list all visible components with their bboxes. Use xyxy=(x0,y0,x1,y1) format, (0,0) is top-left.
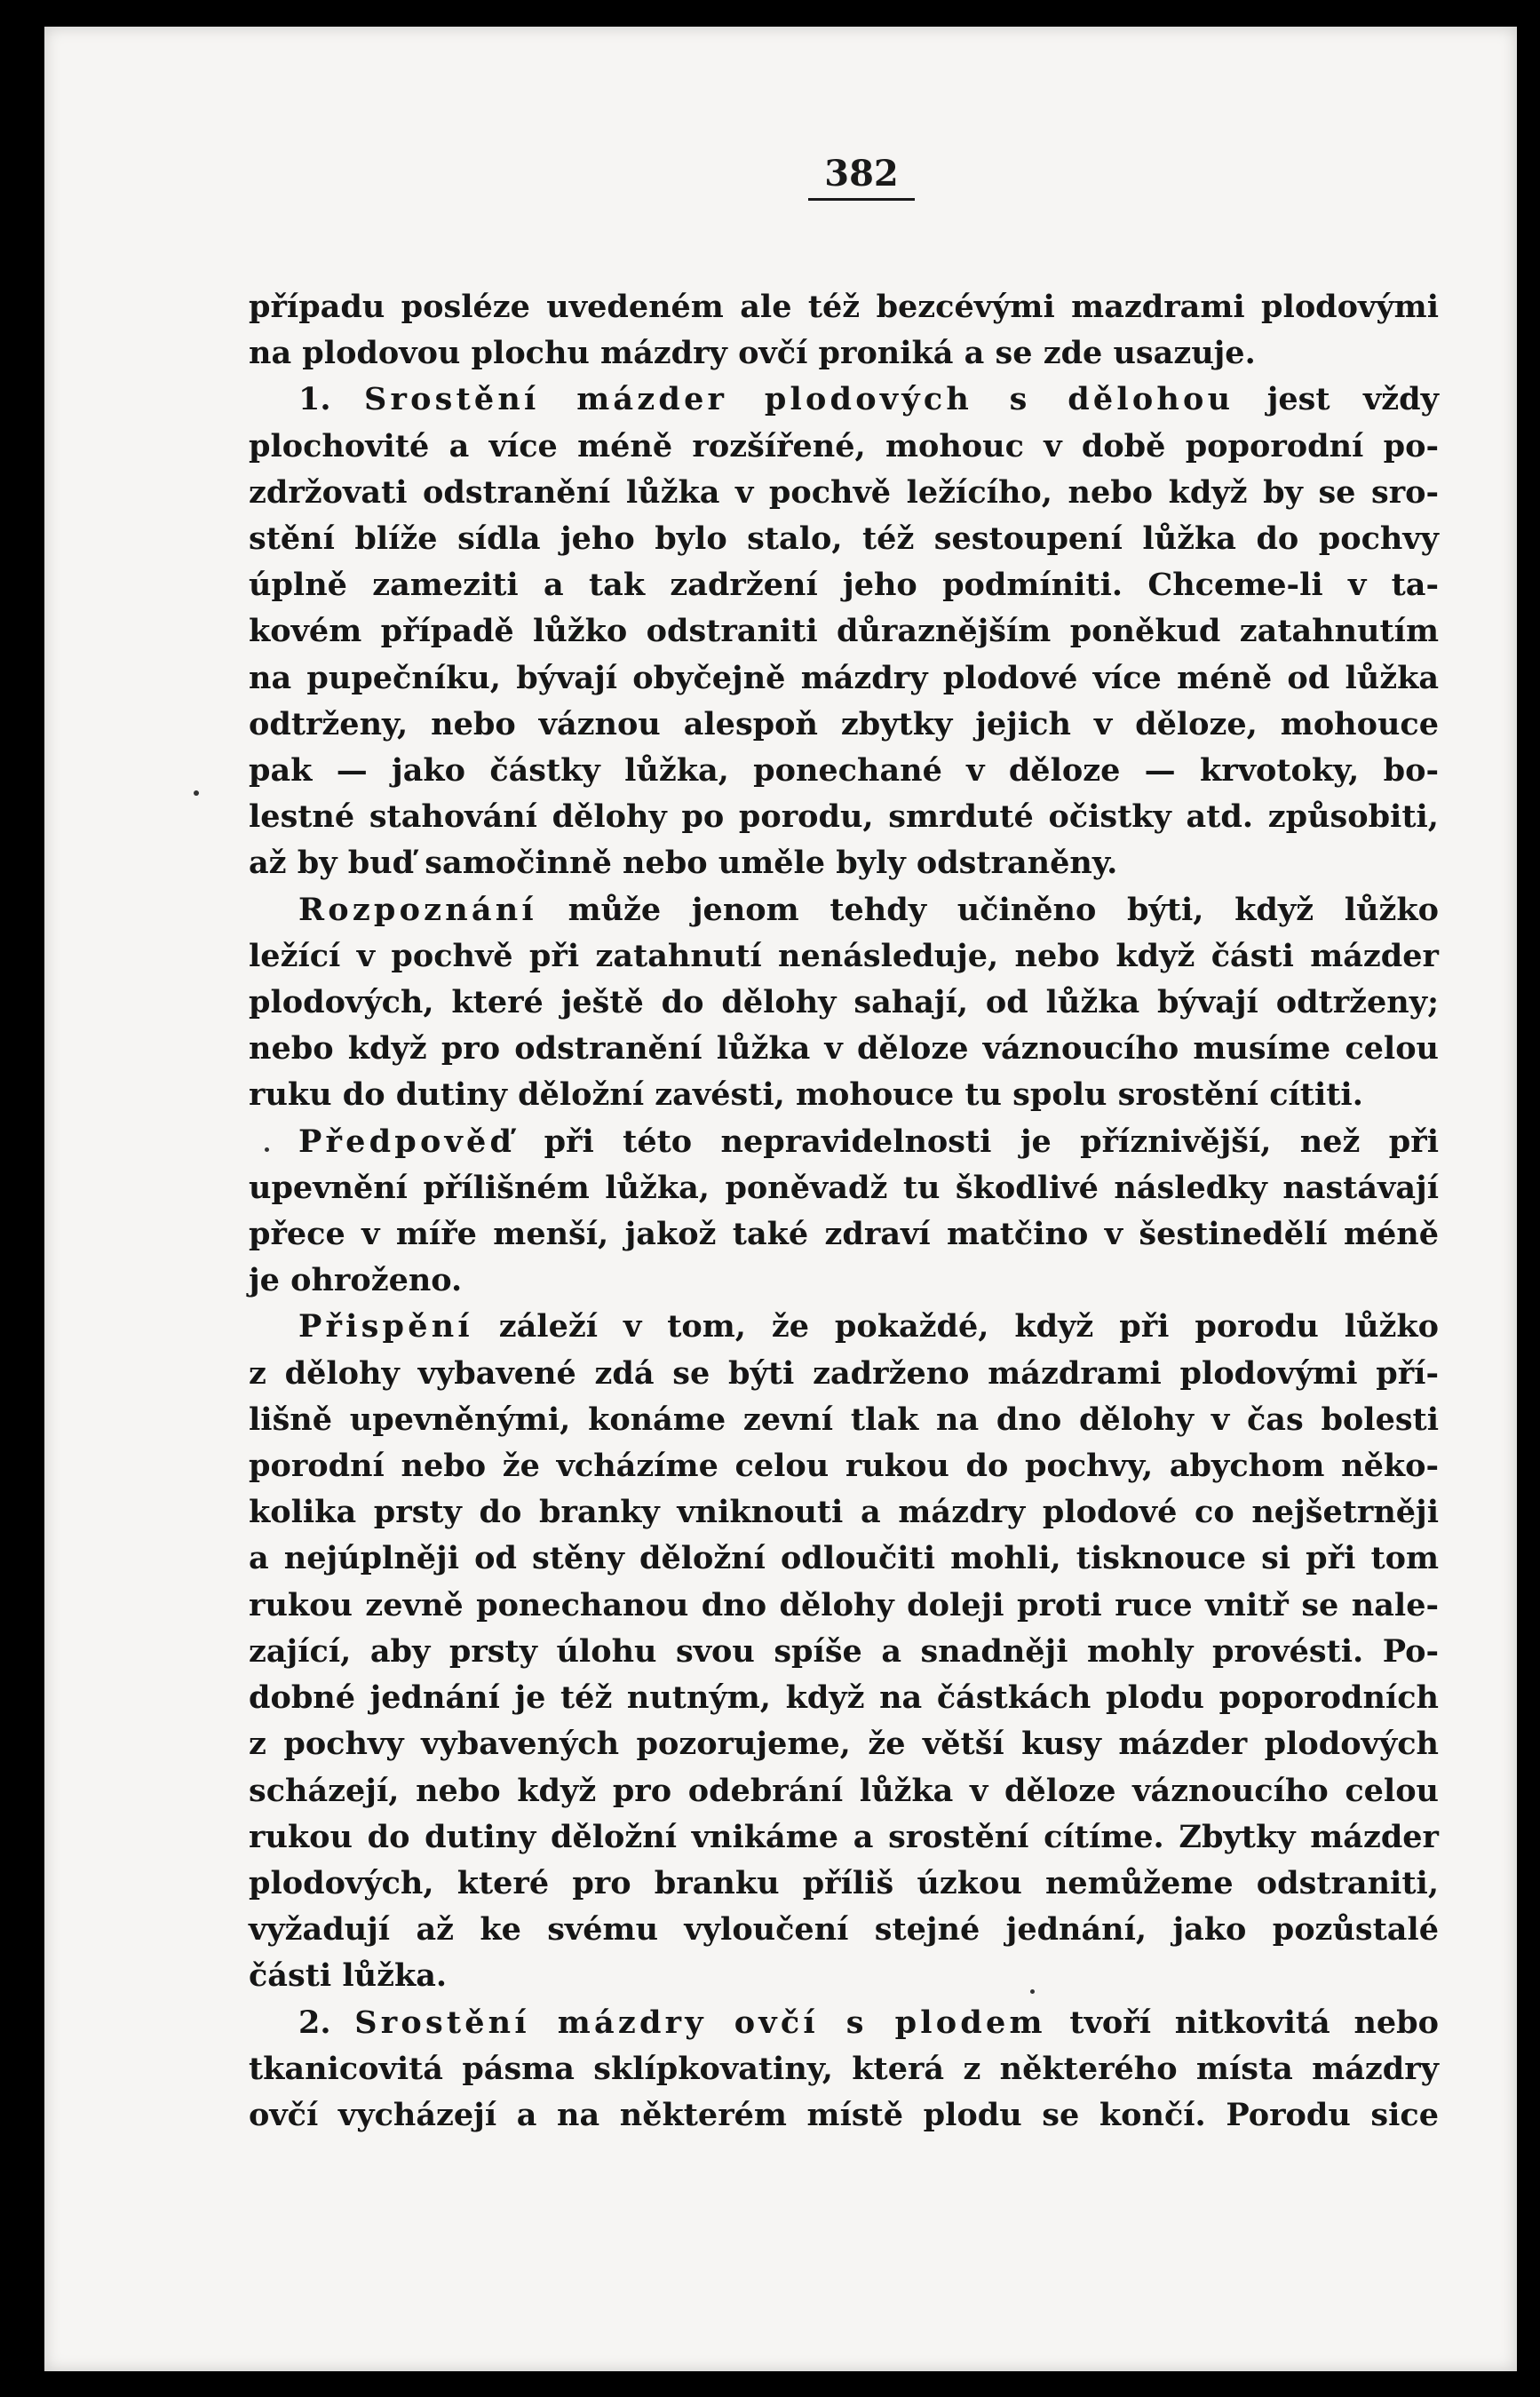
text-line xyxy=(249,1721,1439,1767)
text-line xyxy=(249,330,1439,377)
line-text: na plodovou plochu mázdry ovčí proniká a se zde usazuje. xyxy=(249,335,1256,372)
text-line xyxy=(249,1907,1439,1953)
text-line xyxy=(249,1443,1439,1489)
line-text: plodových, které ještě do dělohy sahají, od lůžka bývají odtrženy; xyxy=(249,984,1439,1021)
line-text: plodových, které pro branku příliš úzkou nemůžeme odstraniti, xyxy=(249,1864,1439,1901)
text-line xyxy=(249,1026,1439,1072)
text-line xyxy=(249,887,1439,933)
line-text: může jenom tehdy učiněno býti, když lůžko xyxy=(536,891,1439,928)
paper-speck xyxy=(265,1147,269,1152)
line-text: ovčí vycházejí a na některém místě plodu se končí. Porodu sice xyxy=(249,2096,1439,2133)
text-line xyxy=(249,933,1439,980)
line-text: zdržovati odstranění lůžka v pochvě ležícího, nebo když by se sro- xyxy=(249,473,1439,511)
text-line xyxy=(249,1814,1439,1861)
line-text: na pupečníku, bývají obyčejně mázdry plodové více méně od lůžka xyxy=(249,659,1439,696)
line-text: nebo když pro odstranění lůžka v děloze váznoucího musíme celou xyxy=(249,1030,1439,1068)
line-text: zající, aby prsty úlohu svou spíše a snadněji mohly provésti. Po- xyxy=(249,1632,1439,1670)
list-number: 2. xyxy=(298,2004,355,2041)
line-text: stění blíže sídla jeho bylo stalo, též sestoupení lůžka do pochvy xyxy=(249,520,1439,558)
text-line xyxy=(249,284,1439,330)
text-line xyxy=(249,1351,1439,1397)
text-line xyxy=(249,702,1439,748)
line-text: přece v míře menší, jakož také zdraví matčino v šestinedělí méně xyxy=(249,1216,1439,1253)
line-text: dobné jednání je též nutným, když na částkách plodu poporodních xyxy=(249,1679,1439,1717)
text-line xyxy=(249,1583,1439,1629)
text-line xyxy=(249,1536,1439,1582)
line-text: z dělohy vybavené zdá se býti zadrženo mázdrami plodovými pří- xyxy=(249,1354,1439,1392)
text-line xyxy=(249,377,1439,423)
document-page xyxy=(44,27,1517,2371)
line-text: ruku do dutiny děložní zavésti, mohouce tu spolu srostění cítiti. xyxy=(249,1076,1363,1114)
text-line xyxy=(249,1258,1439,1304)
line-text: až by buď samočinně nebo uměle byly odstraněny. xyxy=(249,845,1118,882)
line-text: rukou zevně ponechanou dno dělohy doleji proti ruce vnitř se nale- xyxy=(249,1586,1439,1623)
line-text: tkanicovitá pásma sklípkovatiny, která z některého místa mázdry xyxy=(249,2050,1439,2087)
line-text: lestné stahování dělohy po porodu, smrduté očistky atd. způsobiti, xyxy=(249,798,1439,836)
line-text: porodní nebo že vcházíme celou rukou do pochvy, abychom něko- xyxy=(249,1448,1439,1485)
line-text: případu posléze uvedeném ale též bezcévými mazdrami plodovými xyxy=(249,289,1439,325)
line-text: plochovité a více méně rozšířené, mohouc v době poporodní po- xyxy=(249,427,1439,464)
text-line xyxy=(249,424,1439,470)
spaced-heading: Rozpoznání xyxy=(298,891,537,928)
text-line xyxy=(249,562,1439,608)
line-text: ležící v pochvě při zatahnutí nenásleduje, nebo když části mázder xyxy=(249,937,1439,974)
text-line xyxy=(249,1861,1439,1907)
text-line xyxy=(249,980,1439,1026)
text-line xyxy=(249,840,1439,886)
line-text: pak — jako částky lůžka, ponechané v děloze — krvotoky, bo- xyxy=(249,752,1439,790)
text-line xyxy=(249,1629,1439,1675)
line-text: kovém případě lůžko odstraniti důraznějším poněkud zatahnutím xyxy=(249,613,1439,650)
text-line xyxy=(249,655,1439,702)
line-text: při této nepravidelnosti je příznivější, než při xyxy=(515,1123,1439,1160)
spaced-heading: Přispění xyxy=(298,1308,473,1345)
text-line xyxy=(249,1119,1439,1165)
text-line xyxy=(249,1489,1439,1536)
text-line xyxy=(249,794,1439,840)
text-line xyxy=(249,516,1439,562)
line-text: záleží v tom, že pokaždé, když při porodu lůžko xyxy=(472,1308,1439,1345)
text-line xyxy=(249,2046,1439,2092)
text-line xyxy=(249,1165,1439,1211)
line-text: a nejúplněji od stěny děložní odloučiti mohli, tisknouce si při tom xyxy=(249,1540,1439,1577)
line-text: jest vždy xyxy=(1234,381,1439,418)
line-text: části lůžka. xyxy=(249,1957,448,1995)
text-line xyxy=(249,748,1439,794)
text-line xyxy=(249,470,1439,516)
text-line xyxy=(249,1675,1439,1721)
line-text: scházejí, nebo když pro odebrání lůžka v děloze váznoucího celou xyxy=(249,1772,1439,1809)
body-text xyxy=(249,284,1439,2139)
line-text: vyžadují až ke svému vyloučení stejné jednání, jako pozůstalé xyxy=(249,1911,1439,1949)
text-line xyxy=(249,1304,1439,1350)
text-line xyxy=(249,608,1439,655)
text-line xyxy=(249,2000,1439,2046)
spaced-heading: Srostění mázdry ovčí s plodem xyxy=(354,2004,1046,2041)
text-line xyxy=(249,1953,1439,1999)
text-line xyxy=(249,1397,1439,1443)
line-text: rukou do dutiny děložní vnikáme a srostění cítíme. Zbytky mázder xyxy=(249,1818,1439,1855)
line-text: lišně upevněnými, konáme zevní tlak na dno dělohy v čas bolesti xyxy=(249,1401,1439,1438)
list-number: 1. xyxy=(298,381,364,418)
text-line xyxy=(249,1768,1439,1814)
line-text: úplně zameziti a tak zadržení jeho podmíniti. Chceme-li v ta- xyxy=(249,567,1439,604)
page-number: 382 xyxy=(808,153,915,201)
line-text: tvoří nitkovitá nebo xyxy=(1045,2004,1439,2041)
text-line xyxy=(249,1211,1439,1258)
text-line xyxy=(249,2092,1439,2139)
line-text: upevnění přílišném lůžka, poněvadž tu škodlivé následky nastávají xyxy=(249,1169,1439,1206)
paper-speck xyxy=(1030,1989,1035,1994)
paper-speck xyxy=(194,790,199,796)
spaced-heading: Předpověď xyxy=(298,1123,516,1160)
line-text: je ohroženo. xyxy=(249,1262,463,1299)
line-text: odtrženy, nebo váznou alespoň zbytky jejich v děloze, mohouce xyxy=(249,705,1439,742)
line-text: z pochvy vybavených pozorujeme, že větší kusy mázder plodových xyxy=(249,1726,1439,1763)
text-line xyxy=(249,1072,1439,1118)
spaced-heading: Srostění mázder plodových s dělohou xyxy=(364,381,1234,418)
line-text: kolika prsty do branky vniknouti a mázdry plodové co nejšetrněji xyxy=(249,1494,1439,1531)
